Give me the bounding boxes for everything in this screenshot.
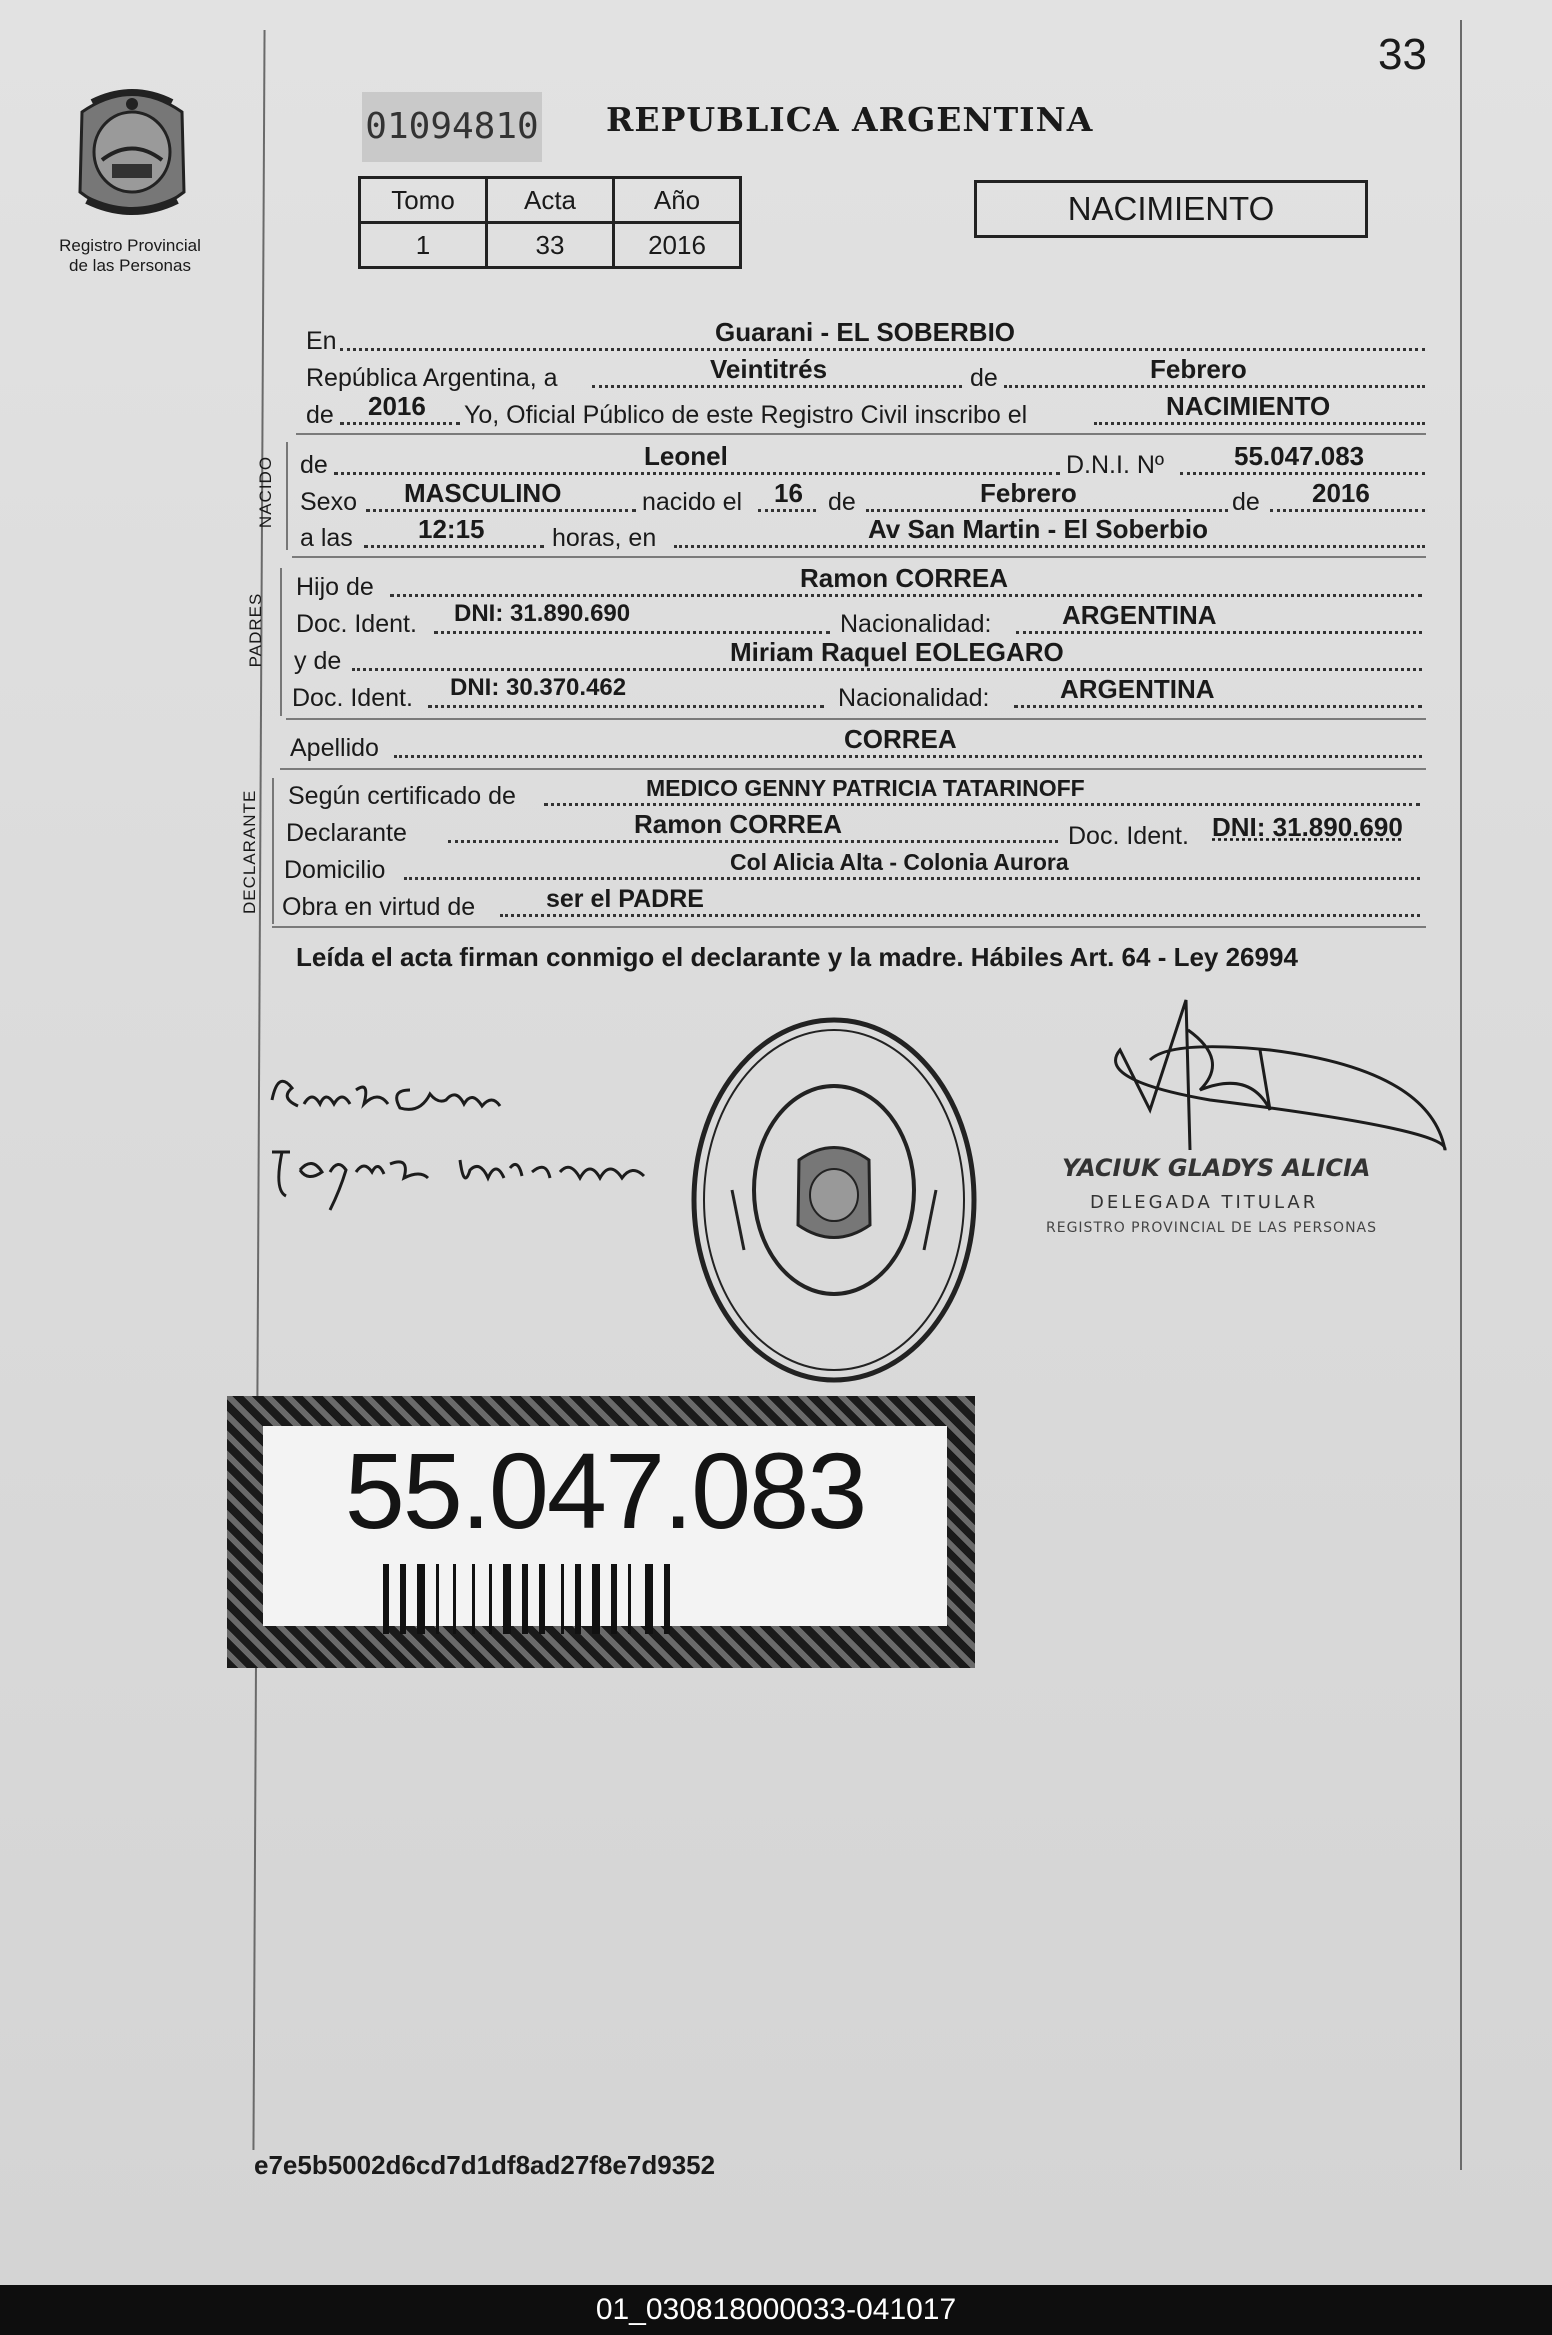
certificado-label: Según certificado de — [288, 782, 516, 810]
declarante-side-line — [272, 778, 274, 924]
apellido-dots — [394, 755, 1422, 758]
declarante-section-label: DECLARANTE — [240, 789, 259, 914]
declarante-label: Declarante — [286, 819, 407, 847]
en-label: En — [306, 327, 337, 355]
birth-month-value: Febrero — [980, 478, 1077, 508]
tomo-acta-ano-table — [358, 176, 742, 269]
footer-id: 01_030818000033-041017 — [0, 2285, 1552, 2335]
inscribo-value: NACIMIENTO — [1166, 391, 1331, 421]
barcode-icon — [383, 1564, 833, 1634]
barcode-bar — [592, 1564, 600, 1634]
name-dots — [334, 472, 1060, 475]
barcode-bar — [489, 1564, 492, 1634]
barcode-bar — [561, 1564, 564, 1634]
acta-header: Acta — [487, 178, 614, 223]
father-doc-value: DNI: 31.890.690 — [454, 600, 631, 627]
separator-3 — [286, 718, 1426, 720]
birth-day-value: 16 — [774, 478, 803, 508]
barcode-bar — [522, 1564, 528, 1634]
mother-doc-dots — [428, 705, 824, 708]
nacido-el-label: nacido el — [642, 488, 743, 516]
sexo-value: MASCULINO — [404, 478, 562, 508]
father-nat-value: ARGENTINA — [1062, 600, 1217, 630]
separator-2 — [292, 556, 1426, 558]
a-las-label: a las — [300, 524, 353, 552]
barcode-bar — [539, 1564, 545, 1634]
mother-doc-value: DNI: 30.370.462 — [450, 674, 627, 701]
en-value: Guarani - EL SOBERBIO — [715, 317, 1016, 347]
mother-dots — [352, 668, 1422, 671]
birth-year-dots — [1270, 509, 1425, 512]
domicilio-label: Domicilio — [284, 856, 386, 884]
mother-nat-dots — [1014, 705, 1422, 708]
official-office: REGISTRO PROVINCIAL DE LAS PERSONAS — [1046, 1220, 1378, 1236]
declarant-signature-image — [260, 1060, 680, 1230]
y-de-label: y de — [294, 647, 342, 675]
dni-sticker-inner — [263, 1426, 947, 1626]
logo-caption-line1: Registro Provincial — [59, 236, 201, 255]
mother-name-value: Miriam Raquel EOLEGARO — [730, 637, 1064, 667]
birth-month-dots — [866, 509, 1228, 512]
place-dots — [674, 545, 1425, 548]
barcode-bar — [383, 1564, 389, 1634]
year-value: 2016 — [368, 391, 426, 421]
nacido-section-label: NACIDO — [256, 455, 275, 529]
act-type-box: NACIMIENTO — [974, 180, 1368, 238]
hijo-de-label: Hijo de — [296, 573, 374, 601]
barcode-bar — [575, 1564, 581, 1634]
sexo-dots — [366, 509, 636, 512]
serial-stamp: 01094810 — [362, 92, 542, 162]
official-role: DELEGADA TITULAR — [1090, 1192, 1319, 1213]
tomo-value: 1 — [360, 223, 487, 268]
father-name-value: Ramon CORREA — [800, 563, 1009, 593]
barcode-bar — [417, 1564, 425, 1634]
month-dots — [1004, 385, 1425, 388]
domicilio-value: Col Alicia Alta - Colonia Aurora — [730, 849, 1069, 875]
certificado-dots — [544, 803, 1420, 806]
father-nat-dots — [1016, 631, 1422, 634]
declarante-doc-value: DNI: 31.890.690 — [1212, 812, 1403, 842]
separator-4 — [280, 768, 1426, 770]
day-value: Veintitrés — [710, 354, 828, 384]
obra-value: ser el PADRE — [546, 885, 704, 913]
dni-value: 55.047.083 — [1234, 441, 1365, 471]
apellido-value: CORREA — [844, 724, 957, 754]
de1-label: de — [970, 364, 998, 392]
birth-place-value: Av San Martin - El Soberbio — [868, 514, 1208, 544]
birth-year-value: 2016 — [1312, 478, 1370, 508]
nac2-label: Nacionalidad: — [838, 684, 990, 712]
barcode-bar — [628, 1564, 631, 1634]
document-title: REPUBLICA ARGENTINA — [606, 100, 1094, 139]
nacido-de-label: de — [300, 451, 328, 479]
dni-label: D.N.I. Nº — [1066, 451, 1165, 479]
logo-caption — [40, 236, 220, 276]
inscribo-label: Yo, Oficial Público de este Registro Civil inscribo el — [464, 401, 1028, 429]
acta-value: 33 — [487, 223, 614, 268]
doc1-label: Doc. Ident. — [296, 610, 417, 638]
birth-de2-label: de — [1232, 488, 1260, 516]
sexo-label: Sexo — [300, 488, 357, 516]
barcode-bar — [436, 1564, 439, 1634]
barcode-bar — [472, 1564, 475, 1634]
padres-side-line — [280, 568, 282, 716]
logo-caption-line2: de las Personas — [69, 256, 191, 275]
month-value: Febrero — [1150, 354, 1247, 384]
day-dots — [592, 385, 962, 388]
obra-dots — [500, 914, 1420, 917]
de2-label: de — [306, 401, 334, 429]
father-doc-dots — [434, 631, 830, 634]
domicilio-dots — [404, 877, 1420, 880]
doc2-label: Doc. Ident. — [292, 684, 413, 712]
barcode-bar — [664, 1564, 670, 1634]
separator-5 — [272, 926, 1426, 928]
birth-de1-label: de — [828, 488, 856, 516]
dni-sticker — [227, 1396, 975, 1668]
closing-text: Leída el acta firman conmigo el declarante y la madre. Hábiles Art. 64 - Ley 26994 — [296, 942, 1298, 972]
ano-value: 2016 — [614, 223, 741, 268]
birth-day-dots — [758, 509, 816, 512]
father-dots — [390, 594, 1422, 597]
time-dots — [364, 545, 544, 548]
document-hash: e7e5b5002d6cd7d1df8ad27f8e7d9352 — [254, 2150, 716, 2180]
right-margin-line — [1460, 20, 1462, 2170]
en-dots — [340, 348, 1425, 351]
tomo-header: Tomo — [360, 178, 487, 223]
apellido-label: Apellido — [290, 734, 379, 762]
mother-nat-value: ARGENTINA — [1060, 674, 1215, 704]
barcode-bar — [400, 1564, 406, 1634]
padres-section-label: PADRES — [246, 592, 265, 668]
dni-sticker-number: 55.047.083 — [344, 1430, 866, 1551]
birth-time-value: 12:15 — [418, 514, 485, 544]
declarante-doc-label: Doc. Ident. — [1068, 822, 1189, 850]
barcode-bar — [453, 1564, 456, 1634]
republica-label: República Argentina, a — [306, 364, 558, 392]
declarante-value: Ramon CORREA — [634, 809, 843, 839]
dni-dots — [1180, 472, 1425, 475]
child-name-value: Leonel — [644, 441, 728, 471]
barcode-bar — [503, 1564, 511, 1634]
nacido-side-line — [286, 442, 288, 550]
ano-header: Año — [614, 178, 741, 223]
official-name: YACIUK GLADYS ALICIA — [1062, 1154, 1371, 1182]
certificado-value: MEDICO GENNY PATRICIA TATARINOFF — [646, 775, 1085, 801]
coat-of-arms-icon — [62, 82, 202, 232]
official-seal-image — [684, 1010, 984, 1390]
barcode-bar — [611, 1564, 617, 1634]
declarante-dots — [448, 840, 1058, 843]
year-dots — [340, 422, 460, 425]
separator-1 — [296, 433, 1426, 435]
page-number: 33 — [1378, 30, 1427, 79]
barcode-bar — [645, 1564, 653, 1634]
nac1-label: Nacionalidad: — [840, 610, 992, 638]
horas-en-label: horas, en — [552, 524, 657, 552]
inscribo-dots — [1094, 422, 1425, 425]
obra-label: Obra en virtud de — [282, 893, 476, 921]
